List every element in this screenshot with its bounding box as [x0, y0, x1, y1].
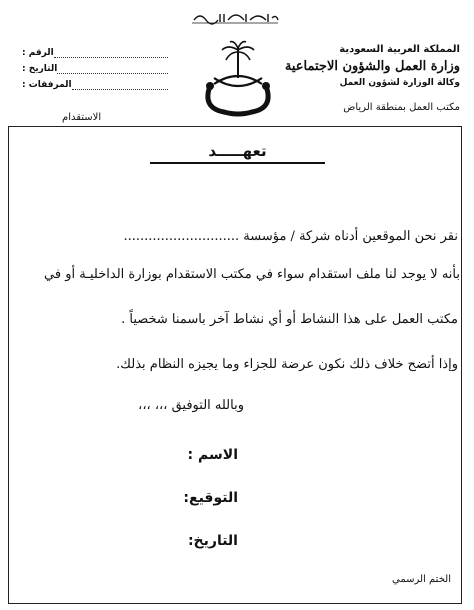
field-attachments[interactable] [22, 78, 172, 92]
field-attachments-label: المرفقات : [22, 80, 72, 90]
ministry-header [284, 42, 460, 116]
reference-fields [22, 46, 172, 94]
department-label: الاستقدام [62, 112, 102, 123]
title-underline [150, 162, 325, 164]
field-number-label: الرقم : [22, 48, 54, 58]
pledge-line-3: مكتب العمل على هذا النشاط أو أي نشاط آخر باسمنا شخصياً . [121, 312, 458, 327]
field-date-label: التاريخ : [22, 64, 58, 74]
field-date-line [57, 65, 168, 74]
closing-line: وبالله التوفيق ،،، ،،، [138, 398, 244, 413]
office-name: مكتب العمل بمنطقة الرياض [343, 102, 460, 113]
country-name: المملكة العربية السعودية [339, 44, 460, 55]
name-label: الاسم : [187, 447, 238, 463]
signature-label: التوقيع: [183, 490, 238, 506]
field-date[interactable] [22, 62, 172, 76]
date-label: التاريخ: [187, 533, 238, 549]
field-attachments-line [72, 81, 168, 90]
document-title: تعهـــــد [208, 142, 267, 160]
saudi-emblem-icon [196, 38, 280, 120]
ministry-name: وزارة العمل والشؤون الاجتماعية [284, 59, 460, 74]
field-number[interactable] [22, 46, 172, 60]
pledge-line-4: وإذا أتضح خلاف ذلك نكون عرضة للجزاء وما يجيزه النظام بذلك. [116, 357, 458, 372]
pledge-line-2: بأنه لا يوجد لنا ملف استقدام سواء في مكتب الاستقدام بوزارة الداخليـة أو في [44, 267, 460, 282]
field-number-line [54, 49, 168, 58]
official-stamp-label: الختم الرسمي [392, 574, 451, 585]
pledge-line-1: نقر نحن الموقعين أدناه شركة / مؤسسة ............................ [123, 229, 458, 244]
agency-name: وكالة الوزارة لشؤون العمل [339, 78, 460, 88]
basmala-calligraphy [190, 8, 280, 26]
